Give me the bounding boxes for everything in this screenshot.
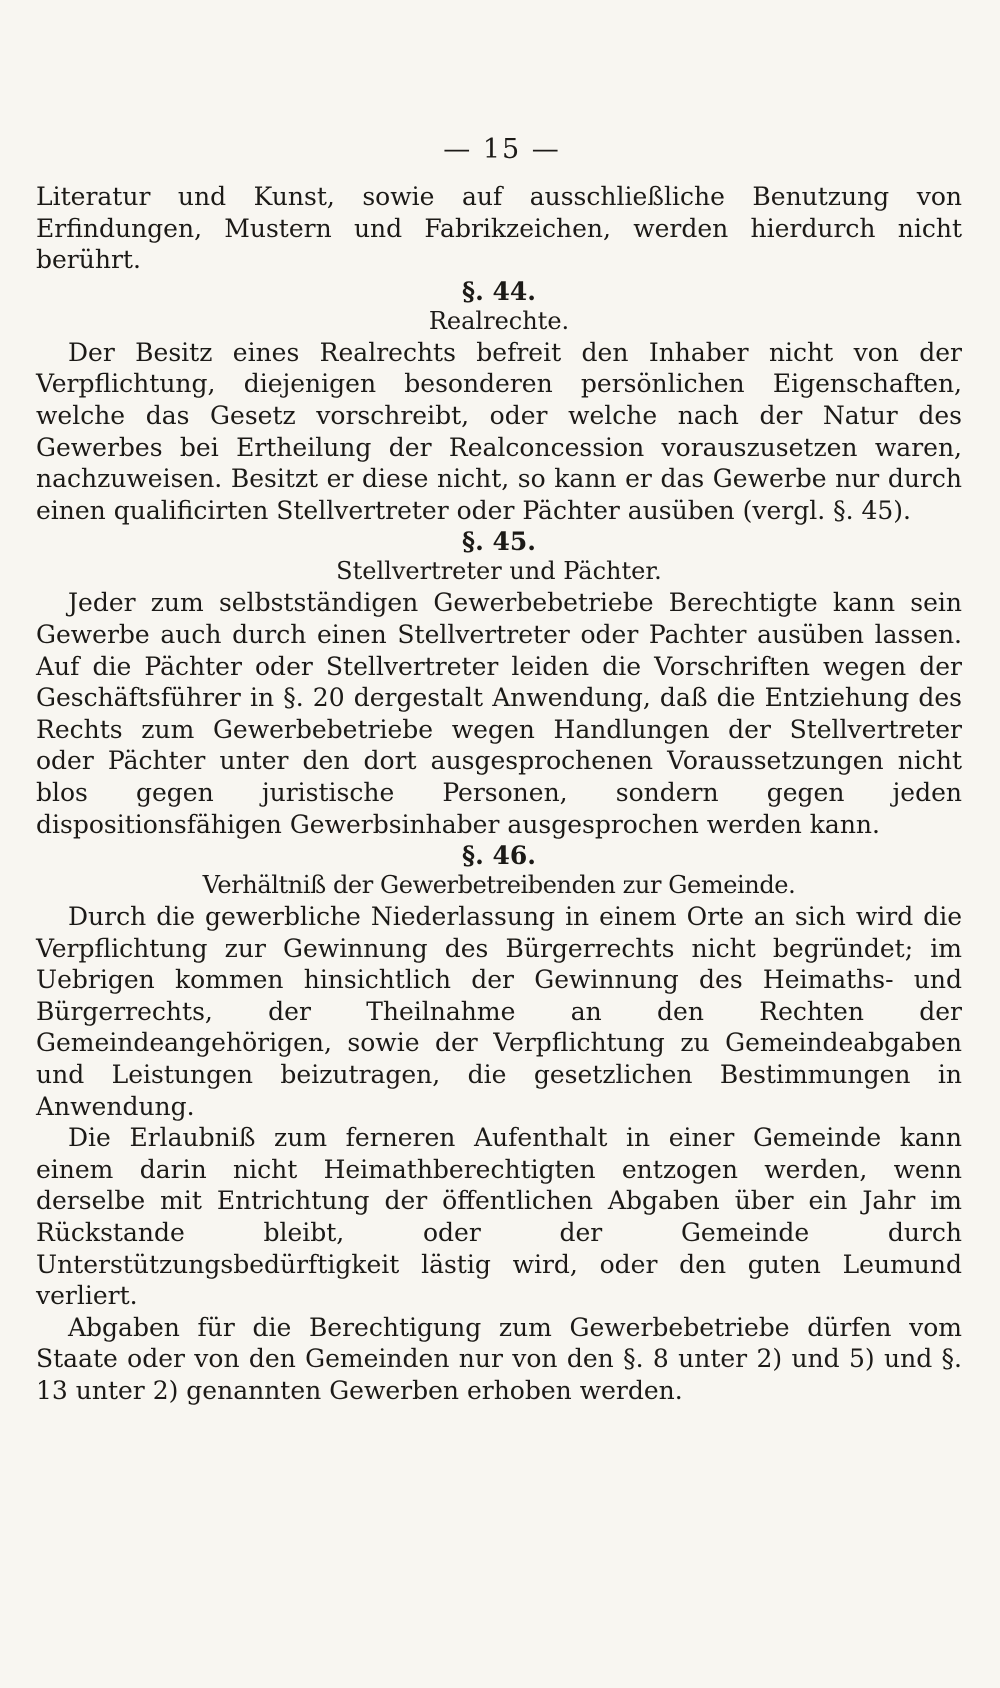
section-46-paragraph-1: Durch die gewerbliche Niederlassung in einem Orte an sich wird die Verpflichtung zur Gewinnung des Bürgerrechts nicht begründet; im Uebrigen kommen hinsichtlich der Gewinnung des Heimaths- und Bürgerrechts, der Theilnahme an den Rechten der Gemeindeangehörigen, sowie der Verpflichtung zu Gemeindeabgaben und Leistungen beizutragen, die gesetzlichen Bestimmungen in Anwendung. [36, 902, 962, 1121]
section-46-number: §. 46. [462, 841, 536, 871]
section-45-paragraph: Jeder zum selbstständigen Gewerbebetriebe Berechtigte kann sein Gewerbe auch durch einen Stellvertreter oder Pachter ausüben lassen. Auf die Pächter oder Stellvertreter leiden die Vorschriften wegen der Geschäftsführer in §. 20 dergestalt Anwendung, daß die Entziehung des Rechts zum Gewerbebetriebe wegen Handlungen der Stellvertreter oder Pächter unter den dort ausgesprochenen Voraussetzungen nicht blos gegen juristische Personen, sondern gegen jeden dispositionsfähigen Gewerbsinhaber ausgesprochen werden kann. [36, 588, 962, 839]
section-44-title: Realrechte. [428, 306, 570, 335]
section-46-paragraph-3: Abgaben für die Berechtigung zum Gewerbebetriebe dürfen vom Staate oder von den Gemeinden nur von den §. 8 unter 2) und 5) und §. 13 unter 2) genannten Gewerben erhoben werden. [36, 1312, 962, 1405]
paragraph-continued: Literatur und Kunst, sowie auf ausschließliche Benutzung von Erfindungen, Mustern und Fabrikzeichen, werden hierdurch nicht berührt. [36, 182, 962, 275]
section-45-number: §. 45. [462, 527, 536, 557]
page-text [36, 134, 962, 1407]
section-46-paragraph-2: Die Erlaubniß zum ferneren Aufenthalt in einer Gemeinde kann einem darin nicht Heimathberechtigten entzogen werden, wenn derselbe mit Entrichtung der öffentlichen Abgaben über ein Jahr im Rückstande bleibt, oder der Gemeinde durch Unterstützungsbedürftigkeit lästig wird, oder den guten Leumund verliert. [36, 1123, 962, 1311]
page-number: — 15 — [443, 134, 561, 165]
section-44-number: §. 44. [462, 276, 536, 306]
section-45-title: Stellvertreter und Pächter. [336, 557, 662, 586]
section-44-paragraph: Der Besitz eines Realrechts befreit den Inhaber nicht von der Verpflichtung, diejenigen besonderen persönlichen Eigenschaften, welche das Gesetz vorschreibt, oder welche nach der Natur des Gewerbes bei Ertheilung der Realconcession vorauszusetzen waren, nachzuweisen. Besitzt er diese nicht, so kann er das Gewerbe nur durch einen qualificirten Stellvertreter oder Pächter ausüben (vergl. §. 45). [36, 337, 962, 525]
section-46-title: Verhältniß der Gewerbetreibenden zur Gemeinde. [202, 871, 796, 900]
